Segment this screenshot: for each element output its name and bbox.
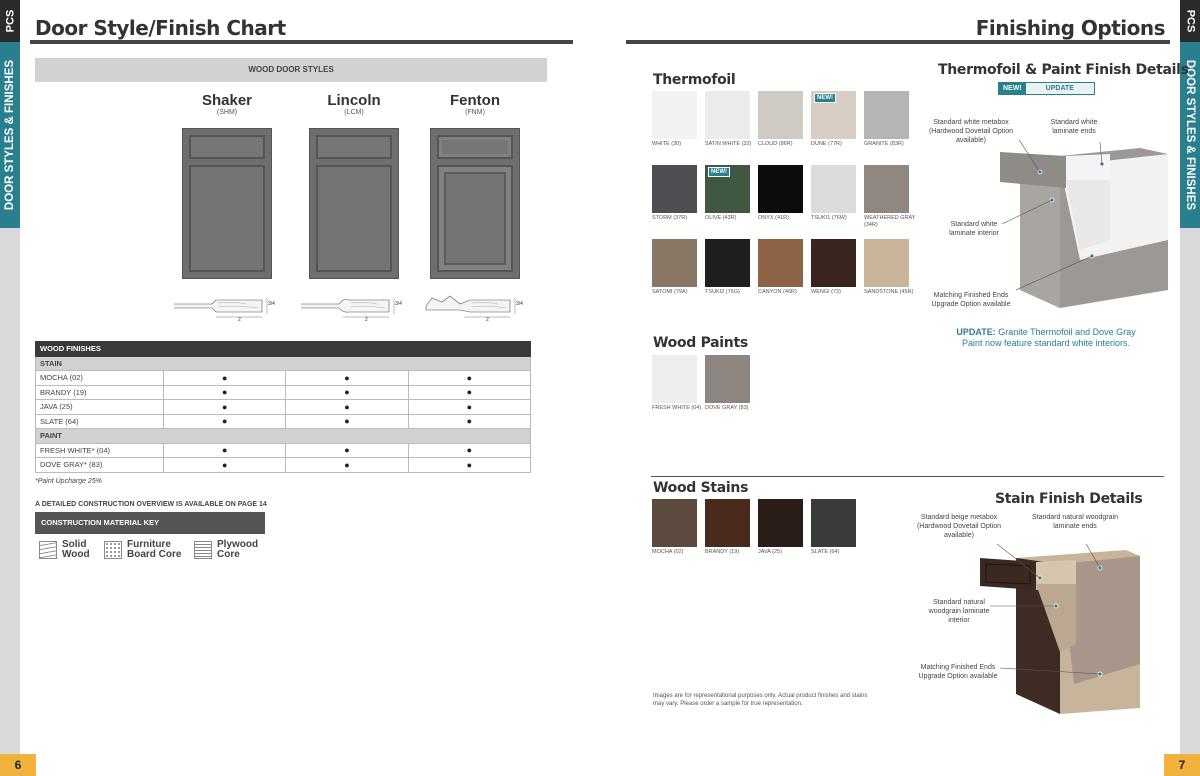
finish-swatch[interactable] <box>864 239 909 287</box>
finish-swatch[interactable] <box>652 239 697 287</box>
door-code: (SHM) <box>216 109 238 116</box>
profile-thickness: 3/4 <box>268 301 275 307</box>
profile-width: 2 <box>486 317 489 322</box>
finish-swatch[interactable] <box>758 165 803 213</box>
brand-logo: PCS <box>0 0 20 42</box>
wood-paints-title: Wood Paints <box>653 335 748 351</box>
door-image-fenton[interactable] <box>430 128 520 279</box>
thermofoil-details-title: Thermofoil & Paint Finish Details <box>938 62 1189 78</box>
swatch-label: SLATE (64) <box>811 549 840 555</box>
door-shaker-heading <box>172 92 282 116</box>
swatch-label: GRANITE (83R) <box>864 141 904 147</box>
finish-swatch[interactable] <box>811 165 856 213</box>
callout-finished-ends-thermofoil: Matching Finished Ends Upgrade Option available <box>931 292 1011 308</box>
material-plywood: Plywood Core <box>194 540 258 560</box>
door-fenton-heading <box>420 92 530 116</box>
section-tab[interactable]: DOOR STYLES & FINISHES <box>1180 42 1200 228</box>
finish-swatch[interactable] <box>758 499 803 547</box>
swatch-label: TSUKI2 (76G) <box>705 289 740 295</box>
finish-swatch[interactable] <box>705 355 750 403</box>
left-side-strip <box>0 0 20 776</box>
table-row: JAVA (25) ● ● ● <box>36 400 531 415</box>
swatch-label: MOCHA (02) <box>652 549 684 555</box>
profile-drawing-fenton <box>420 292 530 322</box>
finish-swatch[interactable] <box>705 239 750 287</box>
finish-swatch[interactable] <box>811 499 856 547</box>
page-number: 7 <box>1164 754 1200 776</box>
update-note: UPDATE: Granite Thermofoil and Dove Gray Paint now feature standard white interiors. <box>956 327 1136 348</box>
callout-woodgrain-laminate-ends: Standard natural woodgrain laminate ends <box>1031 514 1118 530</box>
callout-white-laminate-interior: Standard white laminate interior <box>949 221 999 237</box>
swatch-label: STORM (37R) <box>652 215 688 221</box>
finish-swatch[interactable] <box>652 91 697 139</box>
swatch-label: OLIVE (43R) <box>705 215 737 221</box>
finish-swatch[interactable] <box>652 165 697 213</box>
particle-board-icon <box>104 541 122 559</box>
swatch-label: WHITE (30) <box>652 141 682 147</box>
right-side-strip <box>1180 0 1200 776</box>
new-badge: NEW! <box>708 167 730 177</box>
table-row: MOCHA (02) ● ● ● <box>36 371 531 386</box>
callout-white-metabox: Standard white metabox (Hardwood Dovetail Option available) <box>928 119 1014 144</box>
group-label-paint: PAINT <box>36 429 531 444</box>
profile-drawing-lincoln <box>299 292 409 322</box>
finish-swatch[interactable] <box>864 91 909 139</box>
callout-white-laminate-ends: Standard white laminate ends <box>1050 119 1098 135</box>
door-code: (LCM) <box>344 109 364 116</box>
section-tab[interactable]: DOOR STYLES & FINISHES <box>0 42 20 228</box>
callout-woodgrain-laminate-interior: Standard natural woodgrain laminate interior <box>928 599 990 624</box>
swatch-label: TSUKI1 (76W) <box>811 215 847 221</box>
profile-thickness: 3/4 <box>516 301 523 307</box>
table-row: DOVE GRAY* (83) ● ● ● <box>36 458 531 473</box>
swatch-label: DUNE (77R) <box>811 141 842 147</box>
door-name: Lincoln <box>327 92 381 109</box>
new-update-badge: NEW! UPDATE <box>998 82 1095 95</box>
plywood-icon <box>194 541 212 559</box>
swatch-label: SATOMI (79A) <box>652 289 688 295</box>
page-title: Door Style/Finish Chart <box>35 16 286 40</box>
profile-width: 2 <box>238 317 241 322</box>
material-furniture-board: Furniture Board Core <box>104 540 181 560</box>
solid-wood-icon <box>39 541 57 559</box>
wood-door-styles-header: WOOD DOOR STYLES <box>35 58 547 82</box>
profile-width: 2 <box>365 317 368 322</box>
swatch-label: BRANDY (19) <box>705 549 740 555</box>
title-rule <box>626 40 1170 44</box>
door-lincoln-heading <box>299 92 409 116</box>
swatch-label: JAVA (25) <box>758 549 782 555</box>
door-image-lincoln[interactable] <box>309 128 399 279</box>
door-name: Fenton <box>450 92 500 109</box>
finish-swatch[interactable] <box>758 91 803 139</box>
disclaimer: Images are for representational purposes only. Actual product finishes and stains may vary. Please order a sample for true representation. <box>653 693 868 707</box>
construction-overview-note: A DETAILED CONSTRUCTION OVERVIEW IS AVAILABLE ON PAGE 14 <box>35 501 267 508</box>
door-name: Shaker <box>201 92 253 109</box>
swatch-label: SANDSTONE (45R) <box>864 289 914 295</box>
title-rule <box>30 40 573 44</box>
finish-swatch[interactable] <box>705 91 750 139</box>
page-title: Finishing Options <box>975 16 1165 40</box>
wood-finishes-table <box>35 341 531 473</box>
material-key-header: CONSTRUCTION MATERIAL KEY <box>35 512 265 534</box>
page-number: 6 <box>0 754 36 776</box>
swatch-label: WEATHERED GRAY (34R) <box>864 215 916 228</box>
right-page <box>600 0 1200 776</box>
table-row: BRANDY (19) ● ● ● <box>36 385 531 400</box>
table-row: FRESH WHITE* (04) ● ● ● <box>36 443 531 458</box>
finish-swatch[interactable] <box>864 165 909 213</box>
finish-swatch[interactable] <box>705 499 750 547</box>
group-label-stain: STAIN <box>36 356 531 371</box>
swatch-label: ONYX (41R) <box>758 215 789 221</box>
finish-swatch[interactable] <box>652 355 697 403</box>
swatch-label: SATIN WHITE (32) <box>705 141 752 147</box>
door-image-shaker[interactable] <box>182 128 272 279</box>
callout-beige-metabox: Standard beige metabox (Hardwood Dovetail Option available) <box>916 514 1002 539</box>
swatch-label: CLOUD (86R) <box>758 141 793 147</box>
table-row: SLATE (64) ● ● ● <box>36 414 531 429</box>
new-badge: NEW! <box>814 93 836 103</box>
wood-stains-title: Wood Stains <box>653 480 749 496</box>
stain-cabinet-illustration <box>976 544 1168 714</box>
swatch-label: DOVE GRAY (83) <box>705 405 749 411</box>
swatch-label: CANYON (46R) <box>758 289 797 295</box>
profile-thickness: 3/4 <box>395 301 402 307</box>
section-divider <box>651 476 1164 477</box>
profile-drawing-shaker <box>172 292 282 322</box>
callout-finished-ends-stain: Matching Finished Ends Upgrade Option available <box>918 664 998 680</box>
finish-swatch[interactable] <box>652 499 697 547</box>
swatch-label: FRESH WHITE (04) <box>652 405 702 411</box>
brand-logo: PCS <box>1180 0 1200 42</box>
finish-swatch[interactable] <box>758 239 803 287</box>
thermofoil-cabinet-illustration <box>1000 140 1170 310</box>
door-code: (FNM) <box>465 109 485 116</box>
table-header: WOOD FINISHES <box>36 342 531 357</box>
stain-details-title: Stain Finish Details <box>995 491 1143 507</box>
paint-upcharge-note: *Paint Upcharge 25% <box>35 478 102 485</box>
thermofoil-title: Thermofoil <box>653 72 736 88</box>
swatch-label: WENGI (73) <box>811 289 841 295</box>
finish-swatch[interactable] <box>811 239 856 287</box>
material-solid-wood: Solid Wood <box>39 540 90 560</box>
